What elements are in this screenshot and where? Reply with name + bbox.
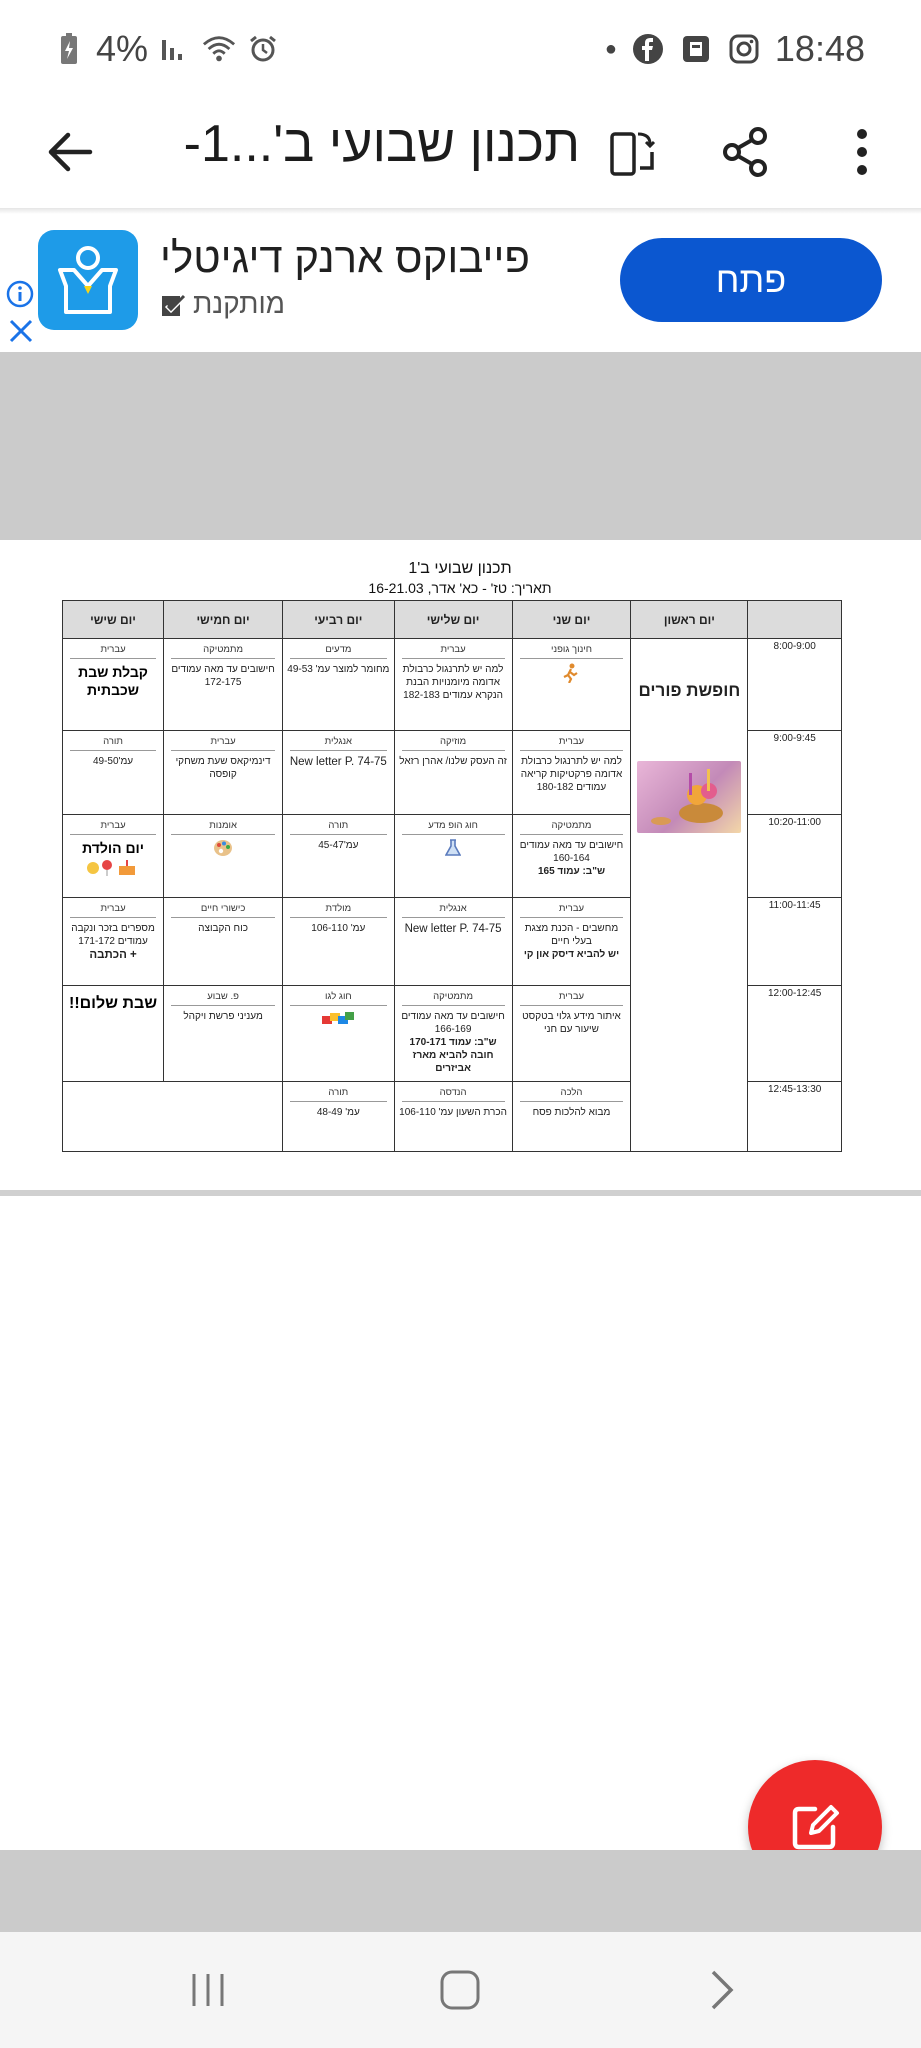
cell-text: קבלת שבת שכבתית — [78, 664, 148, 699]
cell-text: זה העסק שלנו/ אהרן רזאל — [399, 756, 507, 768]
cell-text: למה יש לתרנגול כרבולת אדומה מיומנויות הבנת הנקרא עמודים 182-183 — [402, 664, 504, 702]
schedule-cell — [394, 1081, 512, 1151]
cell-text: הכרת השעון עמ' 106-110 — [399, 1106, 507, 1118]
ad-info-icon[interactable] — [6, 280, 34, 308]
schedule-cell — [283, 815, 395, 897]
back-button[interactable] — [40, 122, 100, 182]
cell-text: מחשבים - הכנת מצגת בעלי חיים — [524, 922, 619, 947]
schedule-cell — [394, 815, 512, 897]
subject-label: עברית — [520, 991, 624, 1006]
subject-label: מדעים — [290, 644, 387, 659]
battery-percent: 4% — [96, 28, 149, 69]
cell-text: דינמיקאס שעת משחקי קופסה — [175, 756, 271, 781]
schedule-cell — [63, 731, 164, 815]
day-header: יום שישי — [63, 601, 164, 639]
day-header: יום ראשון — [631, 601, 748, 639]
schedule-cell — [283, 897, 395, 985]
science-flask-icon — [445, 849, 461, 860]
schedule-cell — [164, 639, 283, 731]
schedule-cell — [164, 985, 283, 1081]
day-header: יום חמישי — [164, 601, 283, 639]
page-separator — [0, 1190, 921, 1196]
app-notification-icon — [679, 32, 713, 66]
schedule-cell — [63, 815, 164, 897]
recent-apps-button[interactable] — [178, 1964, 238, 2016]
time-cell: 11:00-11:45 — [748, 897, 842, 985]
time-cell: 12:00-12:45 — [748, 985, 842, 1081]
cell-text: עמ'49-50 — [92, 756, 134, 768]
chevron-right-icon — [707, 1968, 737, 2012]
schedule-cell — [63, 897, 164, 985]
subject-label: מולדת — [290, 903, 387, 918]
cell-extra: + הכתבה — [89, 948, 137, 961]
payboxlogo-icon — [38, 230, 138, 330]
subject-label: חינוך גופני — [520, 644, 624, 659]
home-button[interactable] — [430, 1964, 490, 2016]
cell-text: חישובים עד מאה עמודים 160-164 — [519, 840, 624, 865]
schedule-cell — [394, 639, 512, 731]
document-page[interactable] — [0, 540, 921, 1192]
ad-title[interactable]: פייבוקס ארנק דיגיטלי — [160, 234, 530, 281]
schedule-cell — [283, 985, 395, 1081]
time-cell: 12:45-13:30 — [748, 1081, 842, 1151]
subject-label: עברית — [402, 644, 505, 659]
alarm-icon — [246, 32, 280, 66]
schedule-cell — [164, 731, 283, 815]
subject-label: אנגלית — [290, 736, 387, 751]
installed-check-icon — [160, 292, 188, 320]
day-header: יום שלישי — [394, 601, 512, 639]
rotate-screen-icon — [604, 124, 660, 180]
ad-banner[interactable] — [0, 214, 921, 352]
share-icon — [718, 124, 774, 180]
cell-text: עמ' 48-49 — [316, 1106, 360, 1118]
ad-subtitle: מותקנת — [192, 288, 285, 319]
facebook-icon — [631, 32, 665, 66]
schedule-cell — [512, 897, 631, 985]
subject-label: מתמטיקה — [171, 644, 275, 659]
schedule-table — [62, 600, 842, 1152]
cell-text: כוח הקבוצה — [198, 922, 248, 934]
runner-icon — [562, 675, 580, 686]
table-row — [63, 639, 842, 731]
cell-text: שבת שלום!! — [69, 994, 158, 1012]
cell-text: מבוא להלכות פסח — [532, 1106, 611, 1118]
subject-label: תורה — [70, 736, 156, 751]
schedule-cell — [164, 815, 283, 897]
subject-label: מתמטיקה — [520, 820, 624, 835]
empty-cell — [63, 1081, 283, 1151]
cell-text: New letter P. 74-75 — [404, 922, 502, 935]
subject-label: עברית — [70, 644, 156, 659]
app-bar — [0, 100, 921, 210]
cell-text: עמ' 106-110 — [311, 922, 366, 934]
more-vert-icon — [852, 124, 872, 180]
cell-extra: ש"ב: עמוד 165 — [537, 866, 606, 878]
cell-extra: יש להביא דיסק און קי — [523, 948, 620, 960]
cell-text: חישובים עד מאה עמודים 166-169 — [401, 1010, 505, 1035]
day-header: יום שני — [512, 601, 631, 639]
cell-text: איתור מידע גלוי בטקסט שיעור עם חני — [522, 1010, 621, 1035]
wifi-icon — [202, 32, 236, 66]
schedule-cell — [394, 897, 512, 985]
edit-icon — [787, 1799, 843, 1855]
schedule-cell — [63, 639, 164, 731]
cell-extra: ש"ב: עמוד 170-171 חובה להביא מארז אביזרים — [409, 1036, 497, 1074]
schedule-cell — [512, 731, 631, 815]
art-palette-icon — [213, 849, 233, 860]
schedule-cell — [512, 815, 631, 897]
schedule-cell — [63, 985, 164, 1081]
status-right — [605, 28, 865, 70]
lego-bricks-icon — [321, 1018, 355, 1029]
subject-label: עברית — [171, 736, 275, 751]
birthday-icon — [85, 868, 141, 879]
signal-icon — [158, 32, 192, 66]
document-date-line: תאריך: טז' - כא' אדר, 16-21.03 — [368, 580, 552, 596]
battery-charging-icon — [52, 32, 86, 66]
cell-text: חישובים עד מאה עמודים 172-175 — [171, 664, 275, 689]
day-header: יום רביעי — [283, 601, 395, 639]
cell-text: יום הולדת — [82, 840, 144, 857]
back-nav-button[interactable] — [692, 1964, 752, 2016]
arrow-left-icon — [40, 122, 100, 182]
subject-label: עברית — [520, 736, 624, 751]
schedule-cell — [283, 639, 395, 731]
schedule-cell — [394, 985, 512, 1081]
table-header-row — [63, 601, 842, 639]
ad-close-icon[interactable] — [8, 318, 34, 344]
viewer-background-bottom — [0, 1850, 921, 1932]
schedule-cell — [283, 731, 395, 815]
subject-label: תורה — [290, 1087, 387, 1102]
subject-label: אנגלית — [402, 903, 505, 918]
subject-label: חוג הופ מדע — [402, 820, 505, 835]
cell-text: מספרים בזכר ונקבה עמודים 171-172 — [71, 922, 155, 947]
schedule-cell — [512, 985, 631, 1081]
page-title: תכנון שבועי ב'...1- — [183, 115, 580, 173]
subject-label: הלכה — [520, 1087, 624, 1102]
clock: 18:48 — [774, 28, 865, 69]
schedule-cell — [512, 639, 631, 731]
purim-label: חופשת פורים — [638, 681, 741, 701]
schedule-cell — [283, 1081, 395, 1151]
home-icon — [438, 1968, 482, 2012]
subject-label: פ. שבוע — [171, 991, 275, 1006]
subject-label: אומנות — [171, 820, 275, 835]
status-bar — [0, 0, 921, 100]
subject-label: הנדסה — [402, 1087, 505, 1102]
rotate-button[interactable] — [600, 120, 664, 184]
system-navigation-bar — [0, 1932, 921, 2048]
purim-cell — [631, 639, 748, 1152]
schedule-cell — [512, 1081, 631, 1151]
schedule-cell — [164, 897, 283, 985]
time-cell: 10:20-11:00 — [748, 815, 842, 897]
ad-app-icon[interactable] — [38, 230, 138, 330]
cell-text: למה יש לתרנגול כרבולת אדומה פרקטיקות קריאה עמודים 180-182 — [520, 756, 623, 794]
notification-dot-icon: ● — [604, 37, 617, 60]
subject-label: מתמטיקה — [402, 991, 505, 1006]
ad-open-button[interactable]: פתח — [620, 238, 882, 322]
viewer-background-top — [0, 352, 921, 540]
time-cell: 9:00-9:45 — [748, 731, 842, 815]
subject-label: תורה — [290, 820, 387, 835]
cell-text: New letter P. 74-75 — [289, 756, 387, 769]
subject-label: עברית — [520, 903, 624, 918]
more-menu-button[interactable] — [830, 120, 894, 184]
purim-image — [637, 761, 741, 833]
document-heading: תכנון שבועי ב'1 — [408, 560, 512, 577]
recent-apps-icon — [188, 1970, 228, 2010]
cell-text: עמ'45-47 — [318, 840, 359, 852]
cell-text: מעניני פרשת ויקהל — [183, 1010, 263, 1022]
share-button[interactable] — [714, 120, 778, 184]
subject-label: חוג לגו — [290, 991, 387, 1006]
subject-label: מוזיקה — [402, 736, 505, 751]
time-cell: 8:00-9:00 — [748, 639, 842, 731]
status-left — [52, 28, 280, 70]
subject-label: עברית — [70, 903, 156, 918]
subject-label: כישורי חיים — [171, 903, 275, 918]
instagram-icon — [727, 32, 761, 66]
schedule-cell — [394, 731, 512, 815]
time-header — [748, 601, 842, 639]
subject-label: עברית — [70, 820, 156, 835]
cell-text: מחומר למוצר עמ' 49-53 — [287, 664, 390, 676]
